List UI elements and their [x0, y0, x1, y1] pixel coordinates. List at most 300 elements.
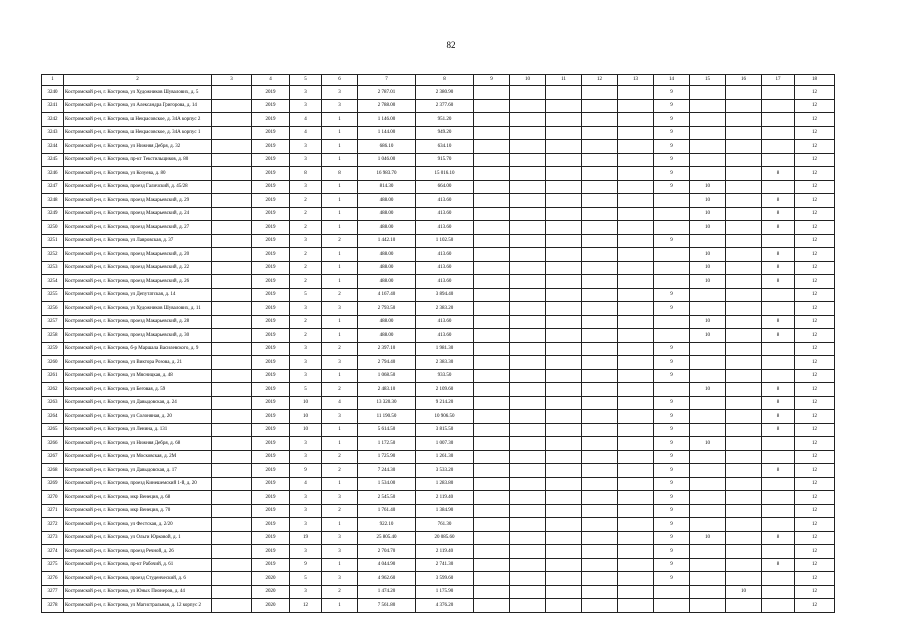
col9-cell	[474, 275, 510, 289]
table-row	[42, 585, 835, 599]
year-cell: 2019	[252, 437, 290, 451]
table-row	[42, 221, 835, 235]
col17-cell	[762, 369, 795, 383]
row-number-cell: 3272	[42, 518, 64, 532]
col13-cell	[618, 518, 654, 532]
col9-cell	[474, 545, 510, 559]
col16-cell	[726, 491, 762, 505]
col13-cell	[618, 356, 654, 370]
col15-cell: 10	[690, 248, 726, 262]
col16-cell	[726, 207, 762, 221]
col14-cell	[654, 315, 690, 329]
col17-cell	[762, 572, 795, 586]
address-cell: Костромской р-н, г. Кострома, проезд Макарьевский, д. 30	[64, 329, 212, 343]
living-area-cell: 2 741.30	[416, 558, 474, 572]
col18-cell: 12	[795, 194, 835, 208]
year-cell: 2020	[252, 572, 290, 586]
col9-cell	[474, 531, 510, 545]
col14-cell	[654, 383, 690, 397]
col17-cell: 8	[762, 396, 795, 410]
row-number-cell: 3253	[42, 261, 64, 275]
col13-cell	[618, 180, 654, 194]
living-area-cell: 634.10	[416, 140, 474, 154]
col17-cell	[762, 140, 795, 154]
col10-cell	[510, 126, 546, 140]
col3-cell	[212, 410, 252, 424]
floors-cell: 3	[290, 302, 322, 316]
col10-cell	[510, 315, 546, 329]
total-area-cell: 2 794.40	[358, 356, 416, 370]
table-row	[42, 558, 835, 572]
table-row	[42, 491, 835, 505]
col18-cell: 12	[795, 383, 835, 397]
row-number-cell: 3263	[42, 396, 64, 410]
table-row	[42, 369, 835, 383]
col17-cell	[762, 99, 795, 113]
entrances-cell: 2	[322, 585, 358, 599]
col3-cell	[212, 140, 252, 154]
total-area-cell: 2 793.50	[358, 302, 416, 316]
table-row	[42, 383, 835, 397]
table-row	[42, 477, 835, 491]
col16-cell	[726, 302, 762, 316]
table-row	[42, 545, 835, 559]
col11-cell	[546, 329, 582, 343]
col15-cell	[690, 504, 726, 518]
living-area-cell: 413.60	[416, 207, 474, 221]
col15-cell	[690, 491, 726, 505]
header-row	[42, 75, 835, 86]
col18-cell: 12	[795, 302, 835, 316]
col11-cell	[546, 356, 582, 370]
entrances-cell: 1	[322, 180, 358, 194]
entrances-cell: 1	[322, 315, 358, 329]
address-cell: Костромской р-н, г. Кострома, ул Солоняная, д. 20	[64, 410, 212, 424]
col3-cell	[212, 342, 252, 356]
col11-cell	[546, 180, 582, 194]
col17-cell: 8	[762, 410, 795, 424]
col3-cell	[212, 558, 252, 572]
total-area-cell: 2 397.10	[358, 342, 416, 356]
col12-cell	[582, 423, 618, 437]
total-area-cell: 13 320.30	[358, 396, 416, 410]
col12-cell	[582, 315, 618, 329]
living-area-cell: 10 906.50	[416, 410, 474, 424]
row-number-cell: 3261	[42, 369, 64, 383]
floors-cell: 3	[290, 585, 322, 599]
col9-cell	[474, 167, 510, 181]
row-number-cell: 3248	[42, 194, 64, 208]
col12-cell	[582, 369, 618, 383]
col13-cell	[618, 126, 654, 140]
floors-cell: 3	[290, 356, 322, 370]
col17-cell	[762, 504, 795, 518]
col15-cell: 10	[690, 221, 726, 235]
col15-cell: 10	[690, 194, 726, 208]
col18-cell: 12	[795, 423, 835, 437]
col13-cell	[618, 153, 654, 167]
col16-cell	[726, 423, 762, 437]
floors-cell: 4	[290, 126, 322, 140]
col10-cell	[510, 99, 546, 113]
col15-cell: 10	[690, 383, 726, 397]
col3-cell	[212, 302, 252, 316]
address-cell: Костромской р-н, г. Кострома, ул Виктора Розова, д. 21	[64, 356, 212, 370]
row-number-cell: 3259	[42, 342, 64, 356]
col16-cell	[726, 477, 762, 491]
col18-cell: 12	[795, 531, 835, 545]
living-area-cell: 1 283.80	[416, 477, 474, 491]
col17-cell	[762, 450, 795, 464]
col11-cell	[546, 342, 582, 356]
address-cell: Костромской р-н, г. Кострома, проезд Макарьевский, д. 24	[64, 207, 212, 221]
col16-cell	[726, 437, 762, 451]
housing-register-table	[41, 74, 835, 613]
col15-cell	[690, 410, 726, 424]
entrances-cell: 1	[322, 329, 358, 343]
address-cell: Костромской р-н, г. Кострома, ул Ленина, д. 131	[64, 423, 212, 437]
col14-cell	[654, 599, 690, 613]
col18-cell: 12	[795, 275, 835, 289]
floors-cell: 3	[290, 86, 322, 100]
col14-cell: 9	[654, 180, 690, 194]
address-cell: Костромской р-н, г. Кострома, пр-кт Текстильщиков, д. 80	[64, 153, 212, 167]
col12-cell	[582, 194, 618, 208]
year-cell: 2019	[252, 126, 290, 140]
year-cell: 2019	[252, 288, 290, 302]
col15-cell	[690, 558, 726, 572]
total-area-cell: 16 983.70	[358, 167, 416, 181]
col3-cell	[212, 423, 252, 437]
col13-cell	[618, 248, 654, 262]
col15-cell	[690, 234, 726, 248]
floors-cell: 9	[290, 464, 322, 478]
col14-cell: 9	[654, 167, 690, 181]
col9-cell	[474, 248, 510, 262]
col9-cell	[474, 207, 510, 221]
address-cell: Костромской р-н, г. Кострома, ул Художников Шувалових, д. 5	[64, 86, 212, 100]
col10-cell	[510, 234, 546, 248]
col15-cell	[690, 450, 726, 464]
col13-cell	[618, 531, 654, 545]
col18-cell: 12	[795, 153, 835, 167]
total-area-cell: 488.00	[358, 315, 416, 329]
col17-cell: 8	[762, 558, 795, 572]
col9-cell	[474, 356, 510, 370]
row-number-cell: 3277	[42, 585, 64, 599]
col9-cell	[474, 504, 510, 518]
col10-cell	[510, 464, 546, 478]
col15-cell	[690, 423, 726, 437]
table-row	[42, 410, 835, 424]
col3-cell	[212, 153, 252, 167]
col14-cell: 9	[654, 504, 690, 518]
col17-cell: 8	[762, 248, 795, 262]
total-area-cell: 488.00	[358, 275, 416, 289]
col16-cell	[726, 518, 762, 532]
col15-cell	[690, 302, 726, 316]
col11-cell	[546, 504, 582, 518]
table-row	[42, 599, 835, 613]
col12-cell	[582, 234, 618, 248]
floors-cell: 2	[290, 194, 322, 208]
col17-cell: 8	[762, 383, 795, 397]
col18-cell: 12	[795, 113, 835, 127]
col18-cell: 12	[795, 315, 835, 329]
col13-cell	[618, 329, 654, 343]
col17-cell	[762, 545, 795, 559]
col11-cell	[546, 275, 582, 289]
table-row	[42, 302, 835, 316]
col14-cell: 9	[654, 410, 690, 424]
table-row	[42, 248, 835, 262]
col14-cell: 9	[654, 491, 690, 505]
col10-cell	[510, 450, 546, 464]
col13-cell	[618, 558, 654, 572]
col3-cell	[212, 113, 252, 127]
col18-cell: 12	[795, 585, 835, 599]
address-cell: Костромской р-н, г. Кострома, ул Мясницкая, д. 48	[64, 369, 212, 383]
living-area-cell: 949.20	[416, 126, 474, 140]
col12-cell	[582, 167, 618, 181]
col14-cell: 9	[654, 396, 690, 410]
col10-cell	[510, 545, 546, 559]
row-number-cell: 3268	[42, 464, 64, 478]
address-cell: Костромской р-н, г. Кострома, проезд Макарьевский, д. 22	[64, 261, 212, 275]
col10-cell	[510, 207, 546, 221]
col9-cell	[474, 572, 510, 586]
total-area-cell: 1 474.20	[358, 585, 416, 599]
living-area-cell: 1 981.30	[416, 342, 474, 356]
col13-cell	[618, 221, 654, 235]
col15-cell	[690, 356, 726, 370]
col3-cell	[212, 329, 252, 343]
col12-cell	[582, 491, 618, 505]
year-cell: 2019	[252, 518, 290, 532]
floors-cell: 9	[290, 558, 322, 572]
entrances-cell: 1	[322, 194, 358, 208]
col16-cell	[726, 275, 762, 289]
col18-cell: 12	[795, 329, 835, 343]
entrances-cell: 3	[322, 572, 358, 586]
col17-cell	[762, 356, 795, 370]
floors-cell: 4	[290, 477, 322, 491]
row-number-cell: 3260	[42, 356, 64, 370]
col18-cell: 12	[795, 207, 835, 221]
page-number: 82	[446, 40, 456, 50]
col12-cell	[582, 545, 618, 559]
table-row	[42, 423, 835, 437]
col12-cell	[582, 113, 618, 127]
header-cell: 15	[690, 75, 726, 86]
year-cell: 2019	[252, 329, 290, 343]
col17-cell	[762, 302, 795, 316]
col9-cell	[474, 491, 510, 505]
col12-cell	[582, 518, 618, 532]
total-area-cell: 1 761.40	[358, 504, 416, 518]
floors-cell: 3	[290, 518, 322, 532]
col12-cell	[582, 558, 618, 572]
col14-cell: 9	[654, 140, 690, 154]
col3-cell	[212, 599, 252, 613]
col11-cell	[546, 113, 582, 127]
col11-cell	[546, 396, 582, 410]
col17-cell: 8	[762, 275, 795, 289]
total-area-cell: 1 534.00	[358, 477, 416, 491]
col17-cell	[762, 234, 795, 248]
col18-cell: 12	[795, 221, 835, 235]
address-cell: Костромской р-н, г. Кострома, ул Давыдовская, д. 24	[64, 396, 212, 410]
year-cell: 2019	[252, 315, 290, 329]
col11-cell	[546, 221, 582, 235]
year-cell: 2019	[252, 153, 290, 167]
floors-cell: 3	[290, 153, 322, 167]
floors-cell: 2	[290, 207, 322, 221]
living-area-cell: 1 384.90	[416, 504, 474, 518]
col14-cell: 9	[654, 477, 690, 491]
living-area-cell: 2 380.90	[416, 86, 474, 100]
col14-cell	[654, 248, 690, 262]
col10-cell	[510, 288, 546, 302]
header-cell: 18	[795, 75, 835, 86]
table-row	[42, 86, 835, 100]
col3-cell	[212, 275, 252, 289]
floors-cell: 3	[290, 545, 322, 559]
col3-cell	[212, 261, 252, 275]
table-row	[42, 396, 835, 410]
year-cell: 2020	[252, 585, 290, 599]
col15-cell	[690, 599, 726, 613]
col10-cell	[510, 113, 546, 127]
total-area-cell: 2 704.70	[358, 545, 416, 559]
row-number-cell: 3276	[42, 572, 64, 586]
col10-cell	[510, 518, 546, 532]
col9-cell	[474, 329, 510, 343]
col17-cell	[762, 180, 795, 194]
col16-cell	[726, 329, 762, 343]
col10-cell	[510, 140, 546, 154]
living-area-cell: 2 383.20	[416, 302, 474, 316]
col17-cell: 8	[762, 464, 795, 478]
entrances-cell: 2	[322, 342, 358, 356]
col18-cell: 12	[795, 437, 835, 451]
col13-cell	[618, 423, 654, 437]
row-number-cell: 3240	[42, 86, 64, 100]
col13-cell	[618, 99, 654, 113]
col10-cell	[510, 504, 546, 518]
col16-cell	[726, 531, 762, 545]
floors-cell: 3	[290, 504, 322, 518]
col11-cell	[546, 315, 582, 329]
floors-cell: 3	[290, 234, 322, 248]
col15-cell: 10	[690, 207, 726, 221]
year-cell: 2019	[252, 545, 290, 559]
entrances-cell: 1	[322, 248, 358, 262]
floors-cell: 3	[290, 369, 322, 383]
col18-cell: 12	[795, 464, 835, 478]
col13-cell	[618, 342, 654, 356]
col18-cell: 12	[795, 180, 835, 194]
col9-cell	[474, 558, 510, 572]
entrances-cell: 2	[322, 383, 358, 397]
col9-cell	[474, 221, 510, 235]
col10-cell	[510, 302, 546, 316]
col14-cell: 9	[654, 356, 690, 370]
address-cell: Костромской р-н, г. Кострома, проезд Речной, д. 26	[64, 545, 212, 559]
col16-cell	[726, 261, 762, 275]
year-cell: 2019	[252, 234, 290, 248]
col13-cell	[618, 194, 654, 208]
col14-cell: 9	[654, 153, 690, 167]
row-number-cell: 3254	[42, 275, 64, 289]
living-area-cell: 1 007.30	[416, 437, 474, 451]
total-area-cell: 686.10	[358, 140, 416, 154]
col17-cell	[762, 477, 795, 491]
col14-cell: 9	[654, 423, 690, 437]
col18-cell: 12	[795, 572, 835, 586]
col12-cell	[582, 572, 618, 586]
col11-cell	[546, 167, 582, 181]
living-area-cell: 664.00	[416, 180, 474, 194]
living-area-cell: 1 175.90	[416, 585, 474, 599]
col18-cell: 12	[795, 518, 835, 532]
col17-cell: 8	[762, 167, 795, 181]
col17-cell	[762, 342, 795, 356]
row-number-cell: 3258	[42, 329, 64, 343]
total-area-cell: 922.10	[358, 518, 416, 532]
col10-cell	[510, 167, 546, 181]
col17-cell: 8	[762, 423, 795, 437]
col10-cell	[510, 599, 546, 613]
address-cell: Костромской р-н, г. Кострома, б-р Маршала Василевского, д. 9	[64, 342, 212, 356]
table-row	[42, 180, 835, 194]
table-row	[42, 315, 835, 329]
living-area-cell: 413.60	[416, 261, 474, 275]
entrances-cell: 1	[322, 221, 358, 235]
entrances-cell: 2	[322, 504, 358, 518]
table-row	[42, 518, 835, 532]
col12-cell	[582, 450, 618, 464]
col15-cell	[690, 518, 726, 532]
col11-cell	[546, 531, 582, 545]
year-cell: 2019	[252, 356, 290, 370]
table-row	[42, 194, 835, 208]
col3-cell	[212, 221, 252, 235]
col18-cell: 12	[795, 599, 835, 613]
year-cell: 2019	[252, 423, 290, 437]
year-cell: 2019	[252, 194, 290, 208]
col16-cell	[726, 86, 762, 100]
col15-cell: 10	[690, 315, 726, 329]
col15-cell: 10	[690, 261, 726, 275]
col10-cell	[510, 221, 546, 235]
total-area-cell: 488.00	[358, 248, 416, 262]
col3-cell	[212, 369, 252, 383]
header-cell: 4	[252, 75, 290, 86]
col13-cell	[618, 207, 654, 221]
col13-cell	[618, 585, 654, 599]
col10-cell	[510, 531, 546, 545]
floors-cell: 5	[290, 288, 322, 302]
col9-cell	[474, 315, 510, 329]
col16-cell	[726, 153, 762, 167]
col11-cell	[546, 464, 582, 478]
col9-cell	[474, 153, 510, 167]
col10-cell	[510, 180, 546, 194]
col3-cell	[212, 194, 252, 208]
col16-cell	[726, 167, 762, 181]
col15-cell	[690, 477, 726, 491]
